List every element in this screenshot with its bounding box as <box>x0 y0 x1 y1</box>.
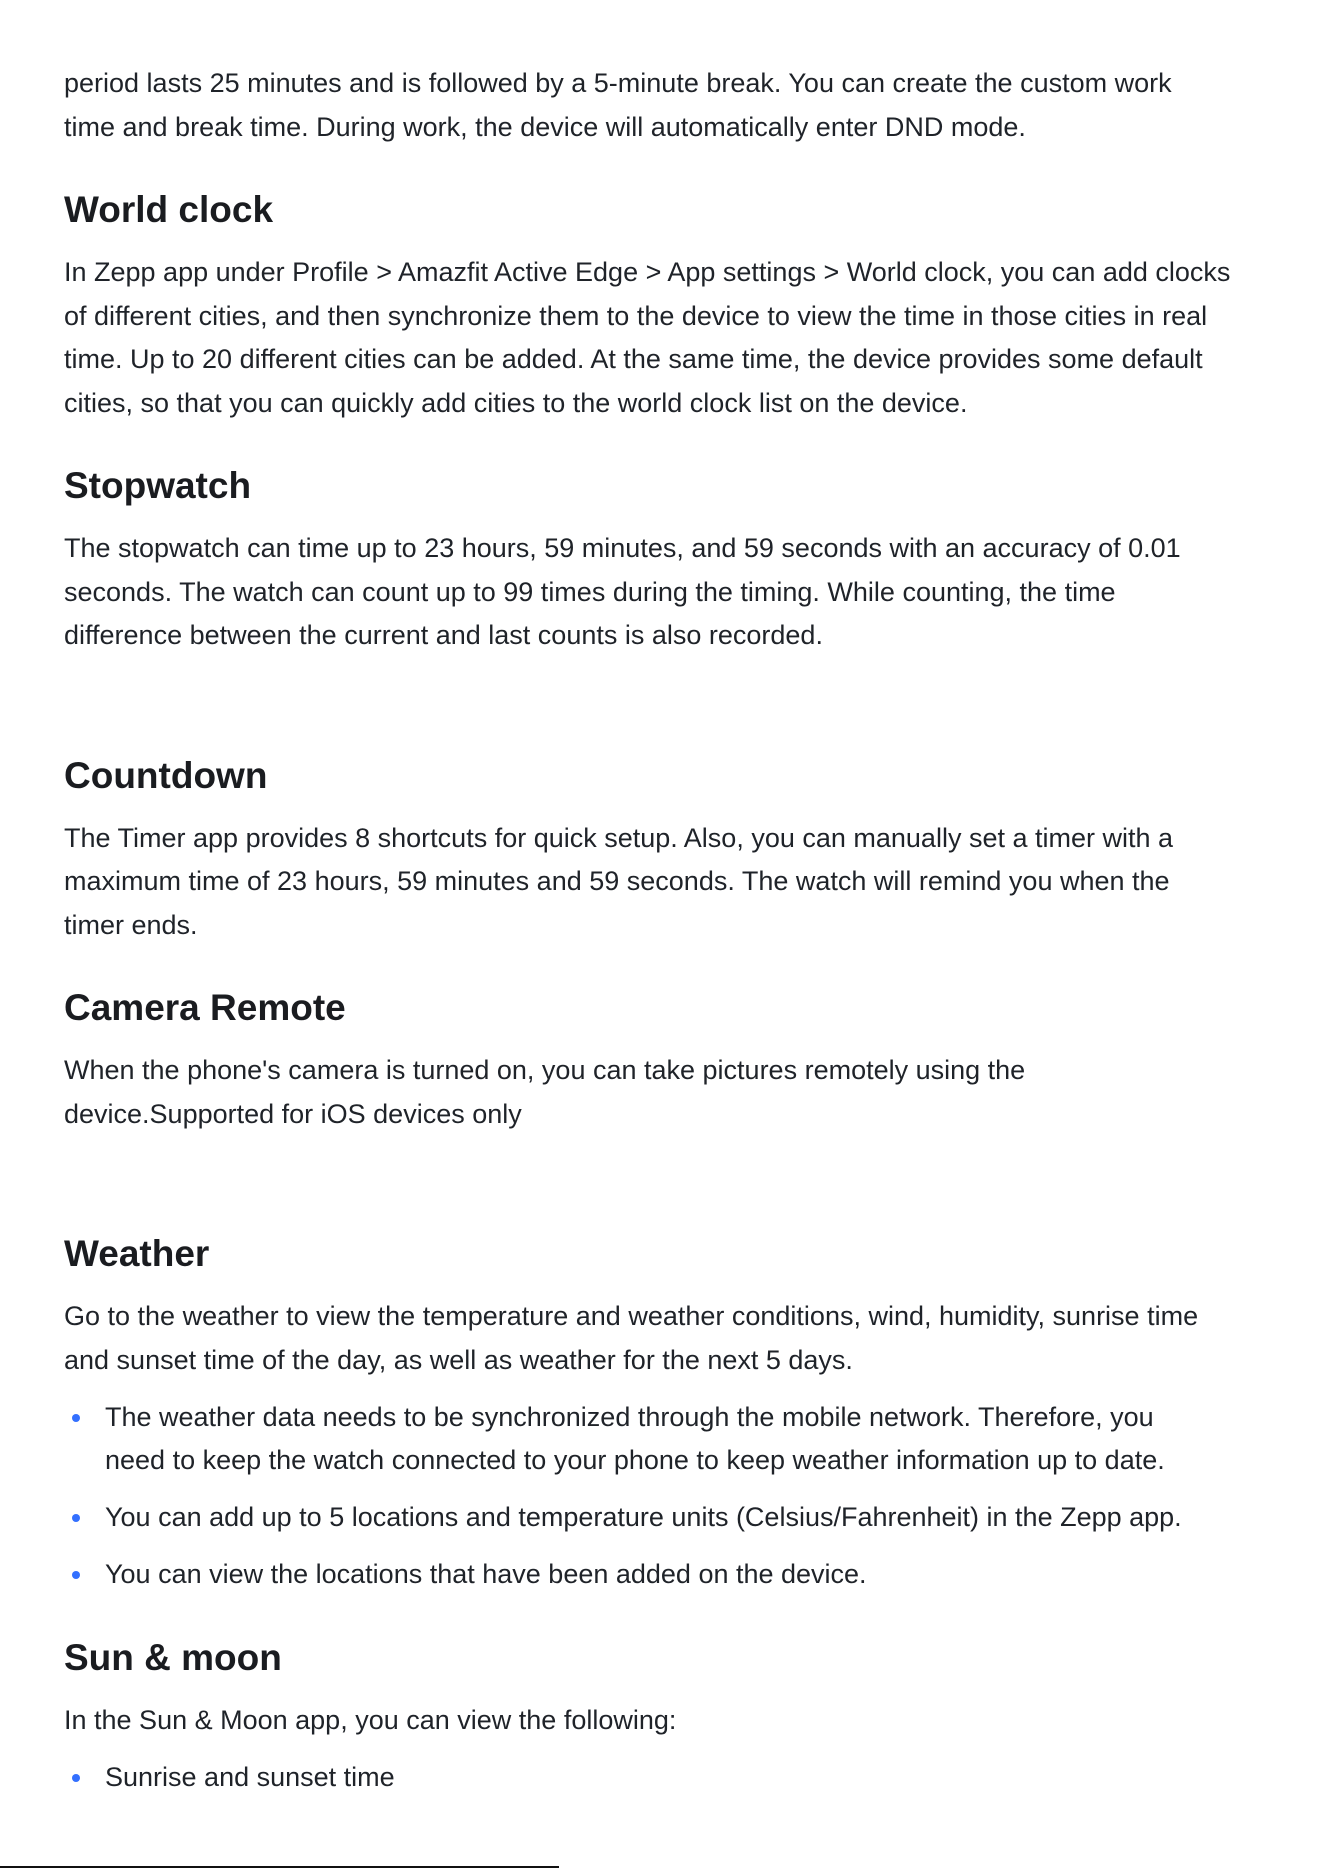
paragraph-line: and sunset time of the day, as well as weather for the next 5 days. <box>64 1344 853 1375</box>
section-paragraph <box>64 1699 1283 1743</box>
paragraph-line: difference between the current and last counts is also recorded. <box>64 620 823 650</box>
paragraph-line: Go to the weather to view the temperature and weather conditions, wind, humidity, sunrise time <box>64 1301 1199 1331</box>
bullet-dot-icon <box>72 1774 80 1782</box>
paragraph-line: The stopwatch can time up to 23 hours, 59 minutes, and 59 seconds with an accuracy of 0.01 <box>64 533 1181 563</box>
paragraph-line: In the Sun & Moon app, you can view the following: <box>64 1704 677 1735</box>
bullet-line: need to keep the watch connected to your phone to keep weather information up to date. <box>105 1445 1165 1475</box>
paragraph-line: period lasts 25 minutes and is followed by a 5-minute break. You can create the custom work <box>64 68 1172 98</box>
bullet-item <box>64 1496 1283 1540</box>
empty-paragraph-spacer <box>64 658 1283 715</box>
paragraph-line: device.Supported for iOS devices only <box>64 1098 522 1129</box>
paragraph-line: maximum time of 23 hours, 59 minutes and 59 seconds. The watch will remind you when the <box>64 866 1170 896</box>
bullet-item <box>64 1396 1283 1483</box>
intro-paragraph <box>64 62 1283 149</box>
bullet-list <box>64 1756 1283 1800</box>
section-stopwatch <box>64 461 1283 715</box>
bullet-list <box>64 1396 1283 1597</box>
section-paragraph <box>64 1295 1283 1382</box>
section-heading: Countdown <box>64 754 268 796</box>
section-paragraph <box>64 251 1283 425</box>
section-sun-and-moon <box>64 1633 1283 1800</box>
bullet-dot-icon <box>72 1514 80 1522</box>
bullet-item <box>64 1553 1283 1597</box>
section-heading: Sun & moon <box>64 1636 282 1678</box>
bullet-line: You can view the locations that have been added on the device. <box>105 1559 867 1589</box>
section-world-clock <box>64 185 1283 425</box>
section-paragraph <box>64 1049 1283 1136</box>
bullet-line: The weather data needs to be synchronized through the mobile network. Therefore, you <box>105 1401 1154 1432</box>
page-bottom-rule <box>0 1866 559 1868</box>
section-heading: World clock <box>64 189 274 230</box>
bullet-line: Sunrise and sunset time <box>105 1761 395 1792</box>
bullet-dot-icon <box>72 1414 80 1422</box>
section-paragraph <box>64 817 1283 948</box>
section-heading: Camera Remote <box>64 987 346 1028</box>
section-camera-remote <box>64 983 1283 1193</box>
paragraph-line: time and break time. During work, the device will automatically enter DND mode. <box>64 111 1026 142</box>
empty-paragraph-spacer <box>64 1136 1283 1193</box>
paragraph-line: seconds. The watch can count up to 99 times during the timing. While counting, the time <box>64 576 1116 607</box>
paragraph-line: timer ends. <box>64 909 198 940</box>
section-heading: Weather <box>64 1233 210 1274</box>
paragraph-line: The Timer app provides 8 shortcuts for quick setup. Also, you can manually set a timer with a <box>64 822 1174 853</box>
paragraph-line: cities, so that you can quickly add cities to the world clock list on the device. <box>64 387 968 418</box>
bullet-item <box>64 1756 1283 1800</box>
paragraph-line: time. Up to 20 different cities can be added. At the same time, the device provides some default <box>64 344 1203 374</box>
bullet-line: You can add up to 5 locations and temperature units (Celsius/Fahrenheit) in the Zepp app. <box>105 1502 1182 1532</box>
section-heading: Stopwatch <box>64 465 252 506</box>
paragraph-line: In Zepp app under Profile > Amazfit Active Edge > App settings > World clock, you can add clocks <box>64 257 1231 287</box>
section-countdown <box>64 751 1283 948</box>
bullet-dot-icon <box>72 1571 80 1579</box>
paragraph-line: When the phone's camera is turned on, you can take pictures remotely using the <box>64 1055 1026 1085</box>
paragraph-line: of different cities, and then synchronize them to the device to view the time in those cities in real <box>64 300 1208 331</box>
section-paragraph <box>64 527 1283 658</box>
section-weather <box>64 1229 1283 1597</box>
